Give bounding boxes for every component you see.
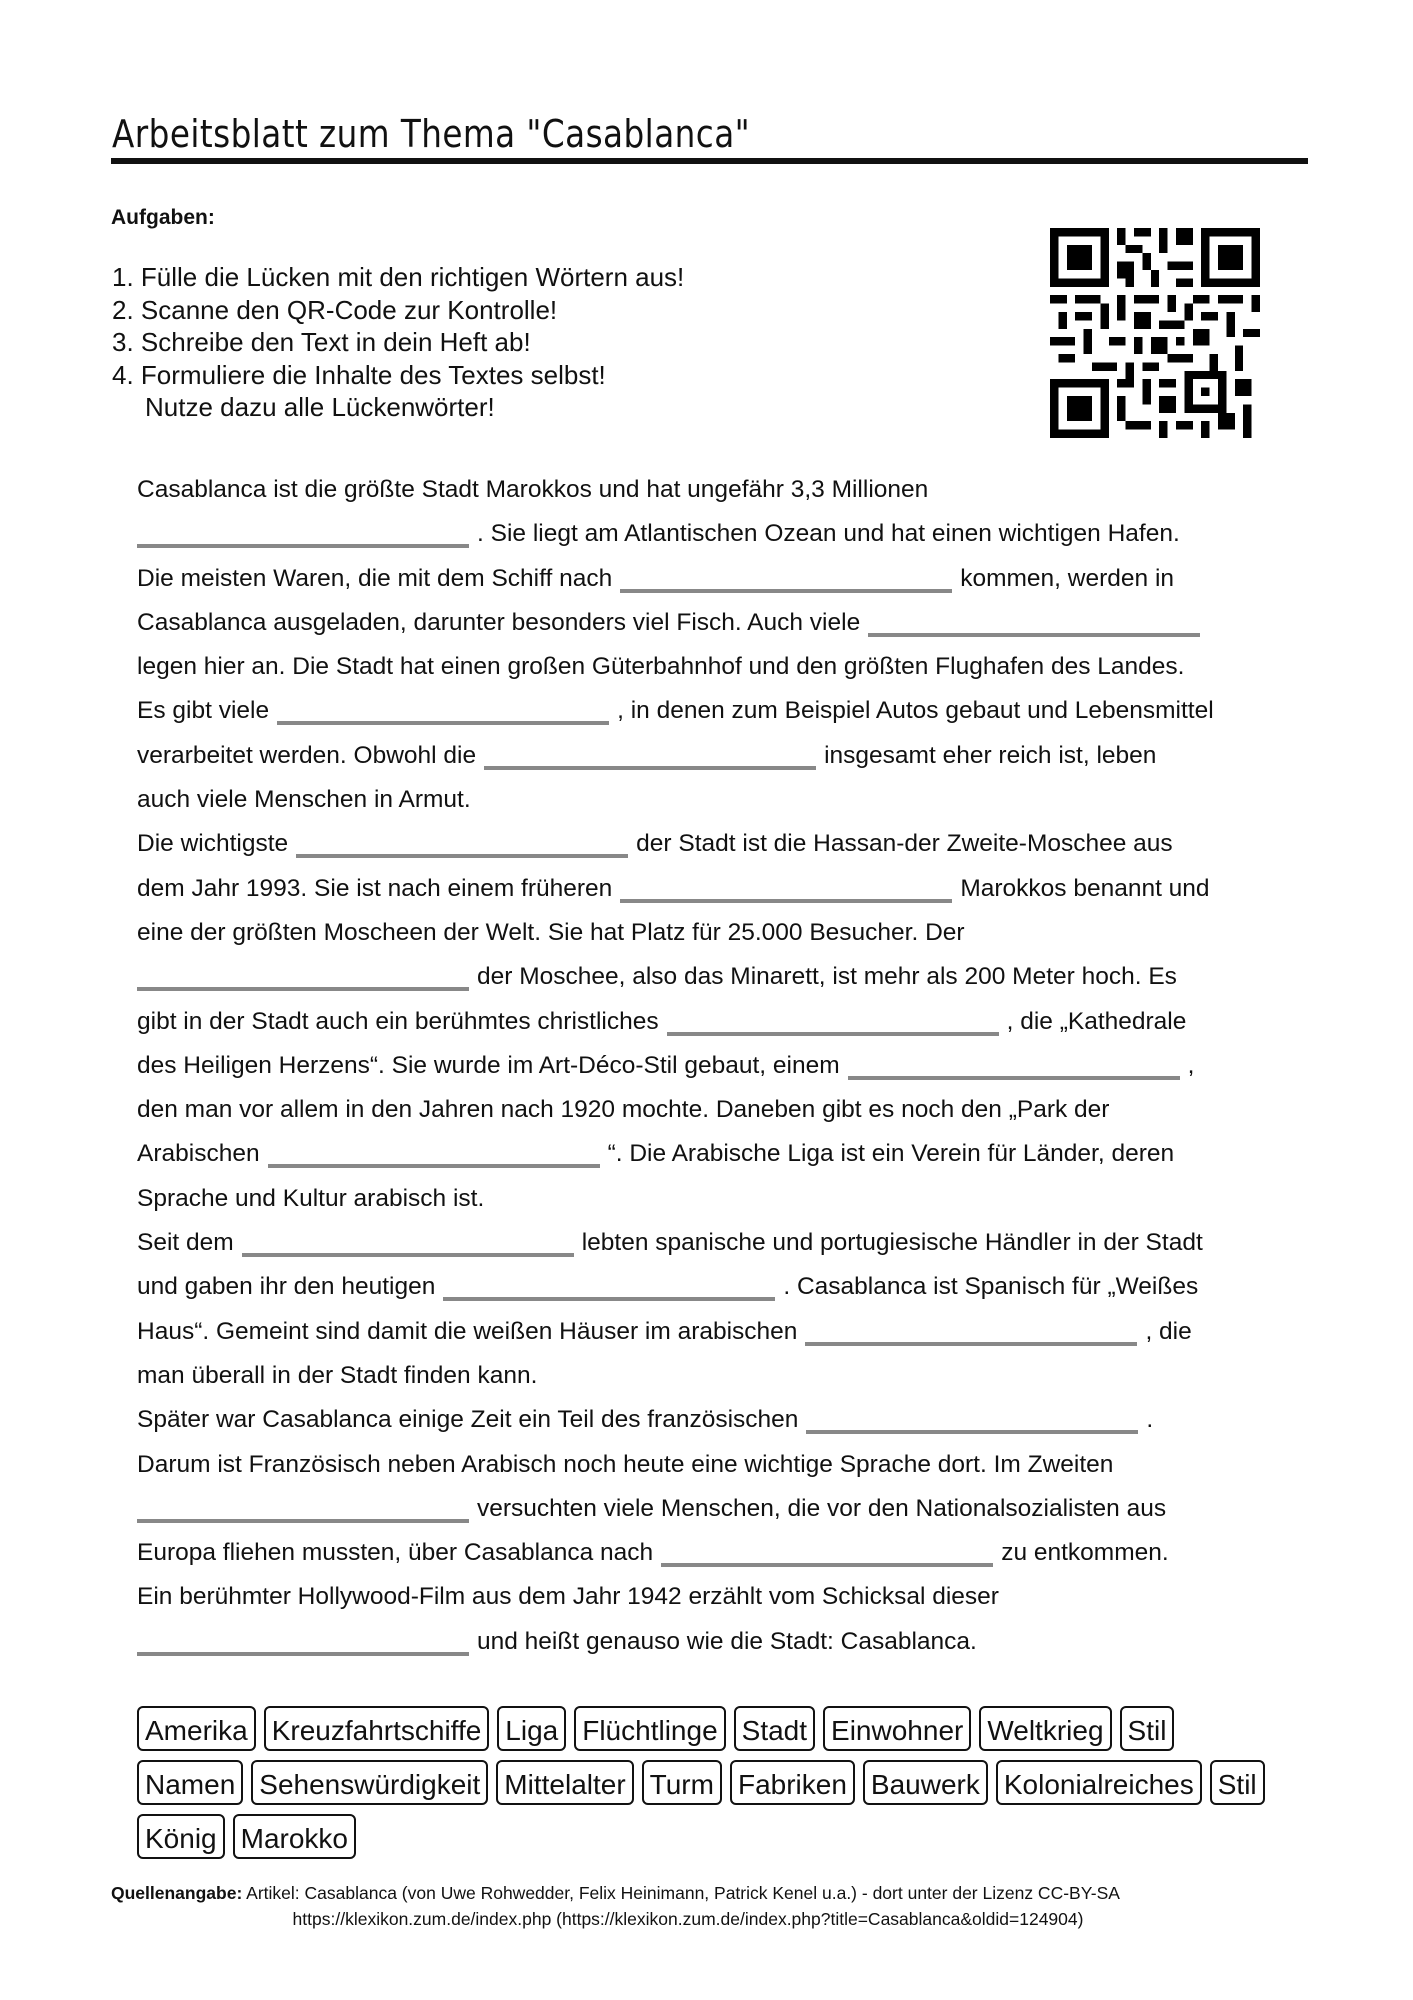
text-segment: Casablanca ausgeladen, darunter besonders viel Fisch. Auch viele [137, 608, 861, 636]
blank-gap[interactable] [443, 1297, 775, 1301]
word-chip[interactable]: Turm [642, 1760, 722, 1805]
text-segment: der Moschee, also das Minarett, ist mehr als 200 Meter hoch. Es [477, 963, 1177, 991]
task-list [112, 261, 684, 424]
text-line [137, 1443, 1297, 1487]
text-line [137, 867, 1297, 911]
text-line [137, 778, 1297, 822]
text-line [137, 468, 1297, 512]
blank-gap[interactable] [277, 721, 609, 725]
text-line [137, 955, 1297, 999]
word-chip[interactable]: Bauwerk [863, 1760, 988, 1805]
text-line [137, 1177, 1297, 1221]
blank-gap[interactable] [805, 1342, 1137, 1346]
text-segment: . Casablanca ist Spanisch für „Weißes [783, 1273, 1199, 1301]
word-chip[interactable]: Stil [1120, 1706, 1175, 1751]
text-line [137, 911, 1297, 955]
word-chip[interactable]: Weltkrieg [979, 1706, 1111, 1751]
text-segment: . Sie liegt am Atlantischen Ozean und hat einen wichtigen Hafen. [477, 520, 1180, 548]
text-segment: lebten spanische und portugiesische Händler in der Stadt [581, 1229, 1203, 1257]
text-segment: , [1187, 1051, 1195, 1079]
title-divider [111, 158, 1308, 164]
text-segment: Darum ist Französisch neben Arabisch noch heute eine wichtige Sprache dort. Im Zweiten [137, 1450, 1114, 1478]
text-segment: Arabischen [137, 1140, 260, 1168]
word-chip[interactable]: Stil [1210, 1760, 1265, 1805]
text-segment: . [1146, 1406, 1154, 1434]
task-item: Nutze dazu alle Lückenwörter! [145, 392, 495, 422]
word-chip[interactable]: Marokko [233, 1814, 356, 1859]
word-chip[interactable]: Kolonialreiches [996, 1760, 1202, 1805]
text-segment: Haus“. Gemeint sind damit die weißen Häuser im arabischen [137, 1317, 798, 1345]
text-line [137, 734, 1297, 778]
text-segment: gibt in der Stadt auch ein berühmtes christliches [137, 1007, 659, 1035]
text-line [137, 557, 1297, 601]
text-line [137, 1310, 1297, 1354]
text-segment: auch viele Menschen in Armut. [137, 786, 471, 814]
word-chip[interactable]: Mittelalter [496, 1760, 633, 1805]
task-item: 4. Formuliere die Inhalte des Textes selbst! [112, 359, 606, 390]
blank-gap[interactable] [137, 1519, 469, 1523]
source-attribution [111, 1880, 1301, 1932]
word-chip[interactable]: Einwohner [823, 1706, 971, 1751]
text-segment: Marokkos benannt und [960, 874, 1210, 902]
text-line [137, 1044, 1297, 1088]
blank-gap[interactable] [620, 589, 952, 593]
word-chip[interactable]: Amerika [137, 1706, 256, 1751]
text-segment: , die [1145, 1317, 1192, 1345]
word-chip[interactable]: Fabriken [730, 1760, 855, 1805]
blank-gap[interactable] [242, 1253, 574, 1257]
text-segment: kommen, werden in [960, 564, 1175, 592]
qr-code-icon[interactable] [1050, 228, 1260, 438]
text-segment: Casablanca ist die größte Stadt Marokkos und hat ungefähr 3,3 Millionen [137, 476, 929, 503]
text-segment: Seit dem [137, 1229, 234, 1257]
word-chip[interactable]: Liga [497, 1706, 566, 1751]
text-segment: Später war Casablanca einige Zeit ein Teil des französischen [137, 1406, 799, 1434]
text-segment: und heißt genauso wie die Stadt: Casablanca. [477, 1627, 977, 1655]
text-segment: und gaben ihr den heutigen [137, 1273, 436, 1301]
text-line [137, 1221, 1297, 1265]
word-chip[interactable]: Kreuzfahrtschiffe [264, 1706, 490, 1751]
text-line [137, 1620, 1297, 1664]
text-segment: Die meisten Waren, die mit dem Schiff nach [137, 564, 613, 592]
word-chip[interactable]: Stadt [734, 1706, 815, 1751]
blank-gap[interactable] [137, 1652, 469, 1656]
text-segment: der Stadt ist die Hassan-der Zweite-Moschee aus [636, 830, 1173, 858]
word-chip[interactable]: Sehenswürdigkeit [251, 1760, 488, 1805]
task-item: 1. Fülle die Lücken mit den richtigen Wörtern aus! [112, 262, 685, 292]
text-line [137, 1575, 1297, 1619]
text-line [137, 1265, 1297, 1309]
text-line [137, 1531, 1297, 1575]
text-segment: Ein berühmter Hollywood-Film aus dem Jahr 1942 erzählt vom Schicksal dieser [137, 1583, 999, 1611]
text-line [137, 601, 1297, 645]
blank-gap[interactable] [667, 1032, 999, 1036]
text-line [137, 689, 1297, 733]
text-segment: den man vor allem in den Jahren nach 1920 mochte. Daneben gibt es noch den „Park der [137, 1096, 1110, 1124]
text-line [137, 645, 1297, 689]
word-chip[interactable]: Namen [137, 1760, 243, 1805]
blank-gap[interactable] [868, 633, 1200, 637]
text-segment: “. Die Arabische Liga ist ein Verein für Länder, deren [607, 1140, 1175, 1168]
blank-gap[interactable] [137, 987, 469, 991]
text-segment: insgesamt eher reich ist, leben [824, 741, 1157, 769]
word-chip[interactable]: König [137, 1814, 225, 1859]
text-segment: verarbeitet werden. Obwohl die [137, 741, 477, 769]
text-segment: , in denen zum Beispiel Autos gebaut und Lebensmittel [617, 697, 1214, 725]
text-segment: Es gibt viele [137, 697, 270, 725]
blank-gap[interactable] [268, 1164, 600, 1168]
blank-gap[interactable] [848, 1076, 1180, 1080]
source-text: Artikel: Casablanca (von Uwe Rohwedder, Felix Heinimann, Patrick Kenel u.a.) - dort unter der Lizenz CC-BY-SA [242, 1883, 1120, 1903]
text-line [137, 1398, 1297, 1442]
word-bank [137, 1706, 1267, 1859]
page-title: Arbeitsblatt zum Thema "Casablanca" [112, 112, 751, 156]
text-line [137, 512, 1297, 556]
text-segment: dem Jahr 1993. Sie ist nach einem früheren [137, 874, 613, 902]
text-segment: eine der größten Moscheen der Welt. Sie hat Platz für 25.000 Besucher. Der [137, 918, 965, 946]
text-segment: des Heiligen Herzens“. Sie wurde im Art-Déco-Stil gebaut, einem [137, 1051, 840, 1079]
text-segment: Die wichtigste [137, 830, 289, 858]
cloze-text [137, 468, 1297, 1664]
text-line [137, 1088, 1297, 1132]
text-segment: legen hier an. Die Stadt hat einen großen Güterbahnhof und den größten Flughafen des Landes. [137, 653, 1185, 681]
word-chip[interactable]: Flüchtlinge [574, 1706, 725, 1751]
text-line [137, 1354, 1297, 1398]
task-item: 2. Scanne den QR-Code zur Kontrolle! [112, 294, 558, 325]
blank-gap[interactable] [661, 1563, 993, 1567]
source-url: https://klexikon.zum.de/index.php (https://klexikon.zum.de/index.php?title=Casablanca&oldid=124904) [292, 1909, 1084, 1929]
text-segment: zu entkommen. [1001, 1539, 1169, 1567]
text-segment: , die „Kathedrale [1006, 1007, 1187, 1035]
blank-gap[interactable] [620, 899, 952, 903]
text-line [137, 822, 1297, 866]
blank-gap[interactable] [137, 544, 469, 548]
text-segment: versuchten viele Menschen, die vor den Nationalsozialisten aus [477, 1494, 1167, 1522]
source-label: Quellenangabe: [111, 1883, 243, 1903]
blank-gap[interactable] [806, 1430, 1138, 1434]
tasks-heading: Aufgaben: [111, 206, 215, 229]
text-segment: Europa fliehen mussten, über Casablanca nach [137, 1539, 654, 1567]
text-line [137, 1132, 1297, 1176]
blank-gap[interactable] [296, 854, 628, 858]
blank-gap[interactable] [484, 766, 816, 770]
task-item: 3. Schreibe den Text in dein Heft ab! [112, 327, 531, 357]
text-line [137, 1000, 1297, 1044]
text-segment: man überall in der Stadt finden kann. [137, 1361, 538, 1389]
text-line [137, 1487, 1297, 1531]
text-segment: Sprache und Kultur arabisch ist. [137, 1184, 485, 1212]
